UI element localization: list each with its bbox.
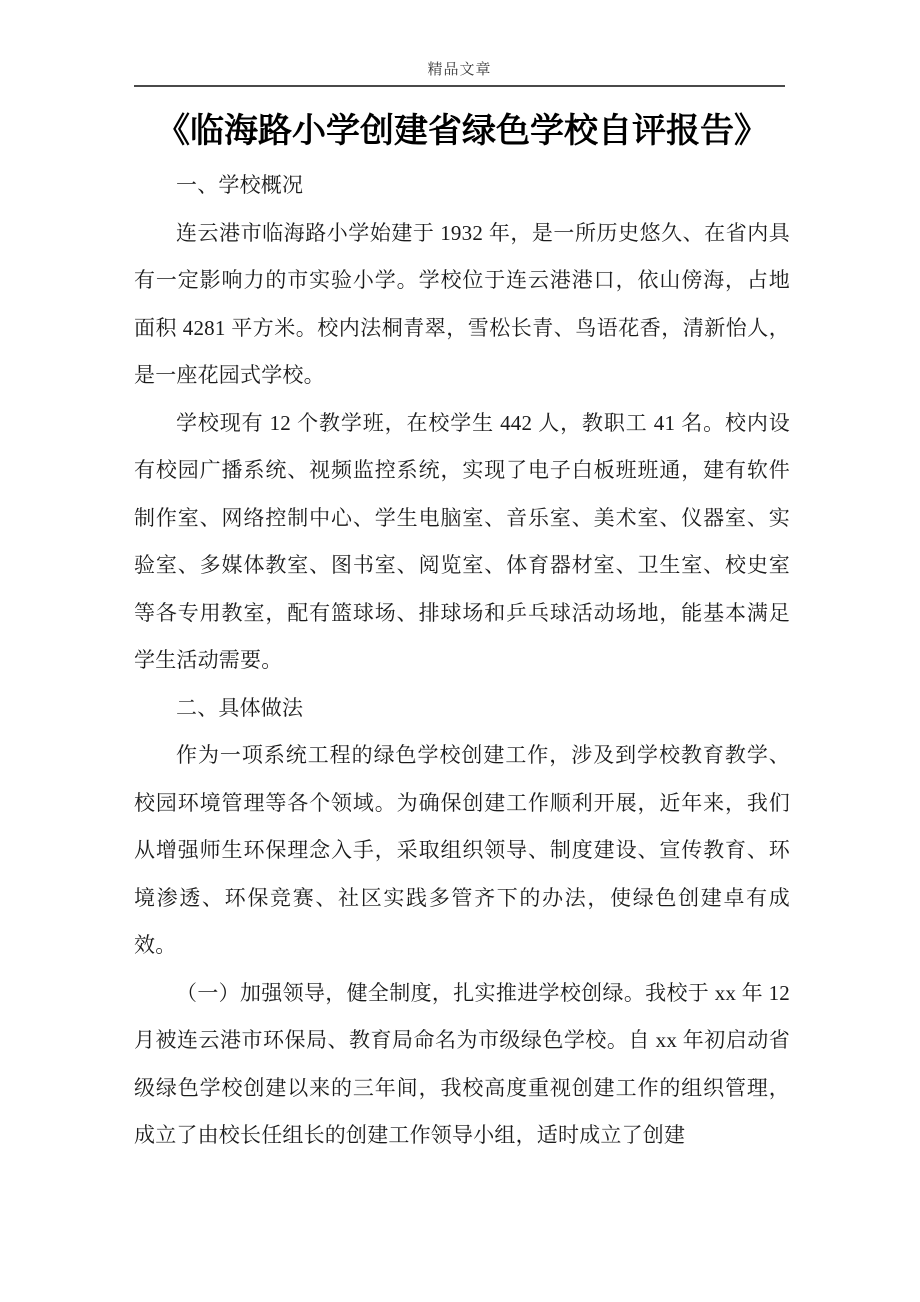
header-divider	[134, 85, 785, 87]
section-heading: 一、学校概况	[176, 173, 304, 197]
running-header	[134, 60, 785, 87]
page-title: 《临海路小学创建省绿色学校自评报告》	[156, 113, 768, 150]
document-body	[134, 108, 790, 1160]
body-paragraph: 作为一项系统工程的绿色学校创建工作，涉及到学校教育教学、校园环境管理等各个领域。为确保创建工作顺利开展，近年来，我们从增强师生环保理念入手，采取组织领导、制度建设、宣传教育、环境渗透、环保竞赛、社区实践多管齐下的办法，使绿色创建卓有成效。	[134, 743, 790, 957]
body-paragraph: 连云港市临海路小学始建于 1932 年，是一所历史悠久、在省内具有一定影响力的市实验小学。学校位于连云港港口，依山傍海，占地面积 4281 平方米。校内法桐青翠，雪松长青、鸟语花香，清新怡人，是一座花园式学校。	[134, 220, 790, 387]
section-heading: 二、具体做法	[176, 695, 304, 720]
body-paragraph: 学校现有 12 个教学班，在校学生 442 人，教职工 41 名。校内设有校园广播系统、视频监控系统，实现了电子白板班班通，建有软件制作室、网络控制中心、学生电脑室、音乐室、美术室、仪器室、实验室、多媒体教室、图书室、阅览室、体育器材室、卫生室、校史室等各专用教室，配有篮球场、排球场和乒乓球活动场地，能基本满足学生活动需要。	[134, 410, 790, 672]
document-blocks	[134, 162, 790, 1160]
body-paragraph: （一）加强领导，健全制度，扎实推进学校创绿。我校于 xx 年 12 月被连云港市环保局、教育局命名为市级绿色学校。自 xx 年初启动省级绿色学校创建以来的三年间，我校高度重视创建工作的组织管理，成立了由校长任组长的创建工作领导小组，适时成立了创建	[134, 980, 790, 1147]
running-header-text: 精品文章	[427, 62, 492, 78]
